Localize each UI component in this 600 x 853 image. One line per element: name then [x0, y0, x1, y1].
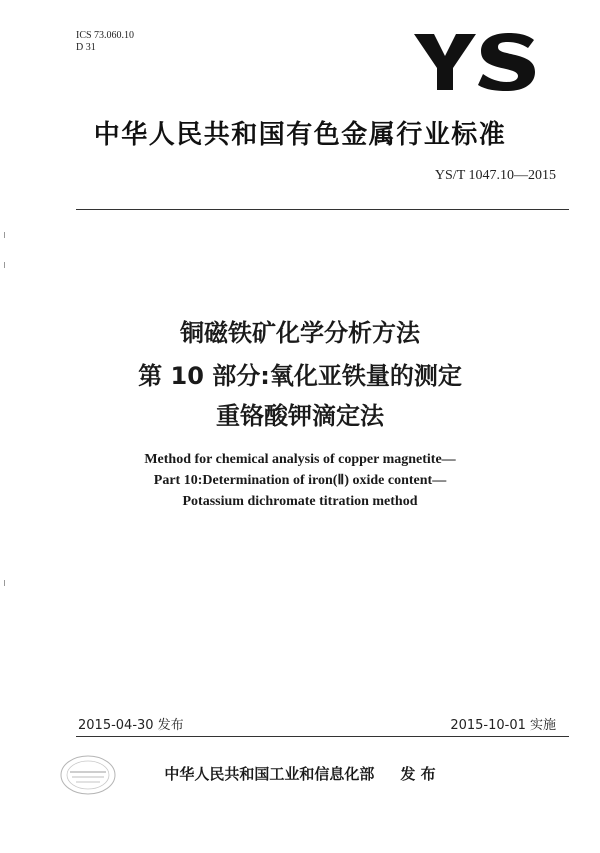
issuer-name: 中华人民共和国工业和信息化部: [164, 765, 375, 783]
english-title-line-2: Part 10:Determination of iron(Ⅱ) oxide content—: [153, 473, 447, 488]
ccs-code: D 31: [76, 42, 96, 53]
organization-title: 中华人民共和国有色金属行业标准: [93, 120, 507, 150]
bottom-divider: [76, 736, 569, 737]
top-divider: [76, 209, 569, 210]
chinese-title-line-2: 第 10 部分:氧化亚铁量的测定: [138, 362, 462, 390]
issuing-authority: [0, 763, 600, 784]
scan-speck: [4, 232, 5, 238]
chinese-title-line-1: 铜磁铁矿化学分析方法: [180, 319, 420, 347]
issue-date: 2015-04-30 发布: [78, 718, 184, 733]
scan-speck: [4, 580, 5, 586]
scan-speck: [4, 262, 5, 268]
standard-number: YS/T 1047.10—2015: [434, 168, 556, 183]
issue-action: 发 布: [400, 765, 436, 783]
implementation-date: 2015-10-01 实施: [450, 718, 556, 733]
english-title-line-3: Potassium dichromate titration method: [182, 494, 418, 509]
english-title-line-1: Method for chemical analysis of copper magnetite—: [144, 452, 456, 467]
chinese-title-line-3: 重铬酸钾滴定法: [216, 402, 384, 430]
ys-logo: [412, 32, 538, 92]
ics-code: ICS 73.060.10: [76, 30, 135, 41]
